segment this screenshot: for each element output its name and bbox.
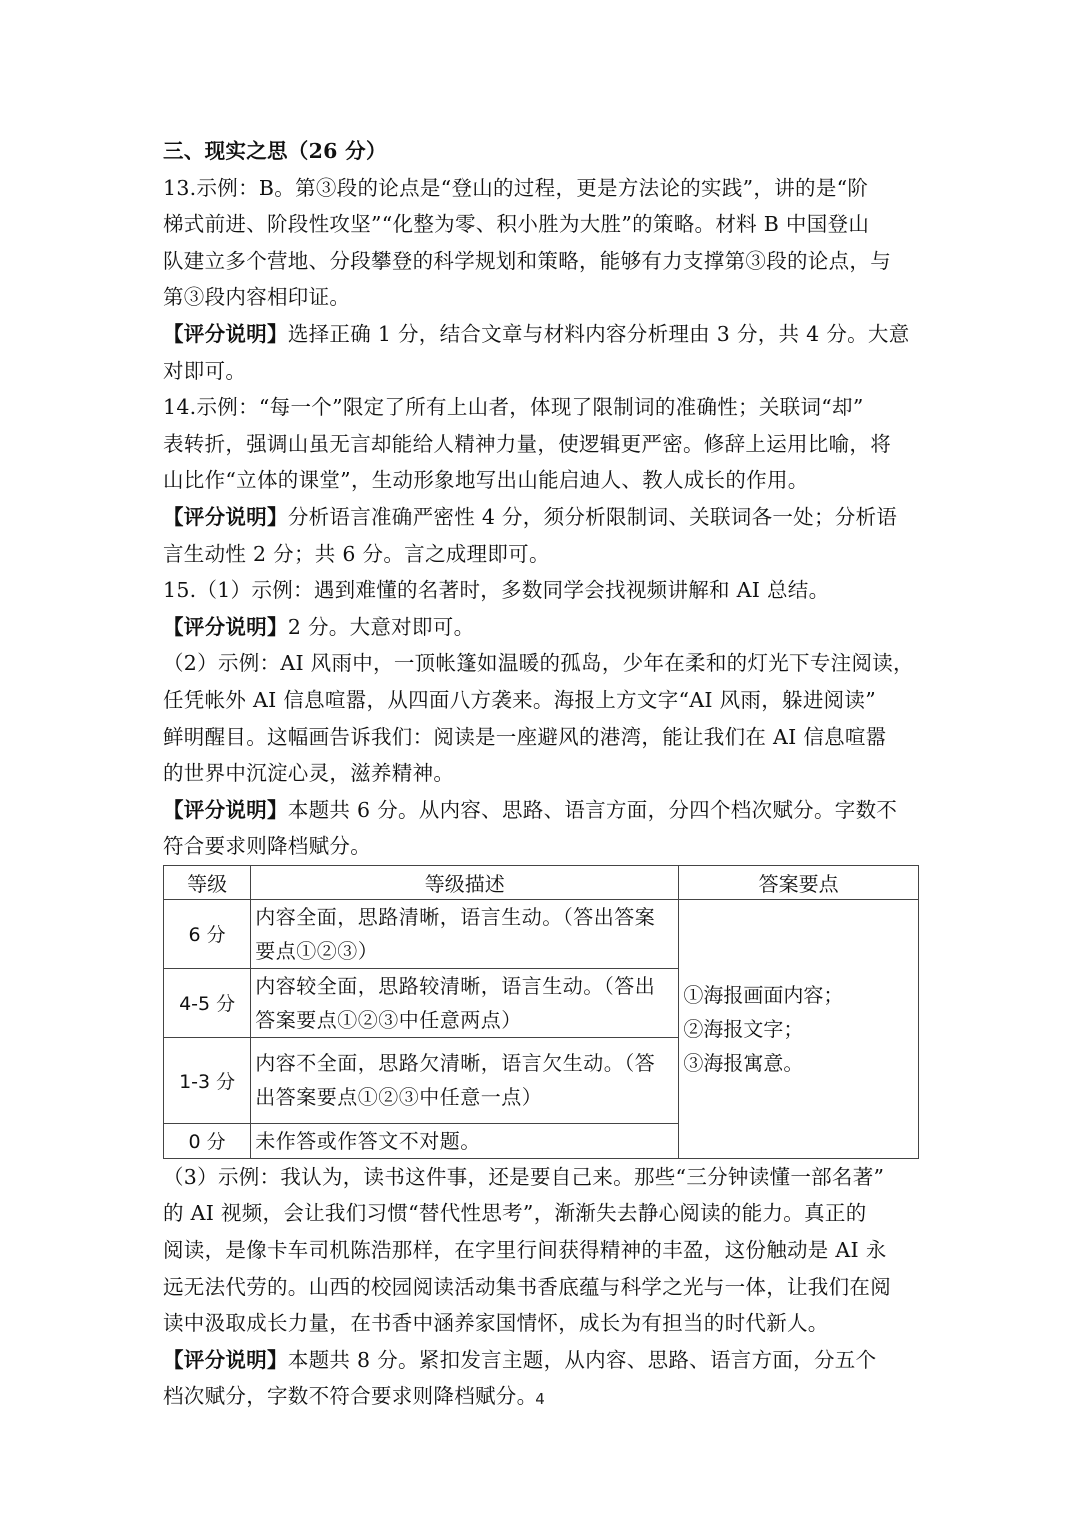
q15-part3-line: 的 AI 视频，会让我们习惯“替代性思考”，渐渐失去静心阅读的能力。真正的 bbox=[163, 1201, 867, 1226]
grade-level: 4-5 分 bbox=[164, 968, 251, 1037]
q15-part2-line: 的世界中沉淀心灵，滋养精神。 bbox=[163, 761, 455, 786]
q15-part3-line: （3）示例：我认为，读书这件事，还是要自己来。那些“三分钟读懂一部名著” bbox=[163, 1164, 885, 1189]
q13-line: 13.示例：B。第③段的论点是“登山的过程，更是方法论的实践”，讲的是“阶 bbox=[163, 175, 869, 200]
rubric-tag: 【评分说明】 bbox=[163, 1347, 288, 1372]
q13-line: 梯式前进、阶段性攻坚”“化整为零、积小胜为大胜”的策略。材料 B 中国登山 bbox=[163, 212, 870, 237]
q13-line: 第③段内容相印证。 bbox=[163, 285, 351, 310]
q15-part3-rubric-line: 档次赋分，字数不符合要求则降档赋分。 bbox=[163, 1384, 538, 1409]
rubric-tag: 【评分说明】 bbox=[163, 321, 288, 346]
grade-description: 未作答或作答文不对题。 bbox=[251, 1123, 679, 1158]
rubric-text: 2 分。大意对即可。 bbox=[287, 614, 475, 639]
q13-rubric-line: 对即可。 bbox=[163, 358, 247, 383]
key-points-cell bbox=[679, 899, 919, 1158]
table-header: 等级 bbox=[164, 865, 251, 899]
q15-part2-rubric-line: 符合要求则降档赋分。 bbox=[163, 834, 371, 859]
q15-part3-rubric bbox=[163, 1342, 920, 1379]
q15-part2-rubric bbox=[163, 792, 920, 829]
grade-level: 1-3 分 bbox=[164, 1037, 251, 1123]
rubric-text: 本题共 6 分。从内容、思路、语言方面，分四个档次赋分。字数不 bbox=[287, 797, 898, 822]
q13-answer bbox=[163, 170, 920, 390]
q14-rubric-line: 言生动性 2 分；共 6 分。言之成理即可。 bbox=[163, 541, 550, 566]
q15-part3-line: 远无法代劳的。山西的校园阅读活动集书香底蕴与科学之光与一体，让我们在阅 bbox=[163, 1274, 891, 1299]
section-title: 三、现实之思（26 分） bbox=[163, 139, 387, 163]
rubric-text: 分析语言准确严密性 4 分，须分析限制词、关联词各一处；分析语 bbox=[287, 504, 898, 529]
q14-line: 山比作“立体的课堂”，生动形象地写出山能启迪人、教人成长的作用。 bbox=[163, 468, 809, 493]
rubric-tag: 【评分说明】 bbox=[163, 614, 288, 639]
q14-answer bbox=[163, 389, 920, 572]
q15-part1-rubric bbox=[163, 609, 920, 646]
rubric-text: 本题共 8 分。紧扣发言主题，从内容、思路、语言方面，分五个 bbox=[287, 1347, 877, 1372]
grade-level: 0 分 bbox=[164, 1123, 251, 1158]
q15-part1: 15.（1）示例：遇到难懂的名著时，多数同学会找视频讲解和 AI 总结。 bbox=[163, 578, 830, 603]
grading-table bbox=[163, 865, 919, 1159]
q13-line: 队建立多个营地、分段攀登的科学规划和策略，能够有力支撑第③段的论点，与 bbox=[163, 248, 891, 273]
table-row bbox=[164, 899, 919, 968]
q14-line: 14.示例：“每一个”限定了所有上山者，体现了限制词的准确性；关联词“却” bbox=[163, 395, 864, 420]
q15-part3-line: 读中汲取成长力量，在书香中涵养家国情怀，成长为有担当的时代新人。 bbox=[163, 1311, 829, 1336]
rubric-tag: 【评分说明】 bbox=[163, 797, 288, 822]
q14-line: 表转折，强调山虽无言却能给人精神力量，使逻辑更严密。修辞上运用比喻，将 bbox=[163, 431, 891, 456]
grade-description: 内容不全面，思路欠清晰，语言欠生动。（答出答案要点①②③中任意一点） bbox=[251, 1037, 679, 1123]
table-header: 等级描述 bbox=[251, 865, 679, 899]
key-point: ③海报寓意。 bbox=[683, 1050, 804, 1075]
key-point: ②海报文字； bbox=[683, 1016, 804, 1041]
q15-part3-line: 阅读，是像卡车司机陈浩那样，在字里行间获得精神的丰盈，这份触动是 AI 永 bbox=[163, 1238, 887, 1263]
grade-description: 内容全面，思路清晰，语言生动。（答出答案要点①②③） bbox=[251, 899, 679, 968]
q15-part2-line: 鲜明醒目。这幅画告诉我们：阅读是一座避风的港湾，能让我们在 AI 信息喧嚣 bbox=[163, 724, 887, 749]
q15-part2-line: 任凭帐外 AI 信息喧嚣，从四面八方袭来。海报上方文字“AI 风雨，躲进阅读” bbox=[163, 687, 877, 712]
key-point: ①海报画面内容； bbox=[683, 982, 844, 1007]
grade-description: 内容较全面，思路较清晰，语言生动。（答出答案要点①②③中任意两点） bbox=[251, 968, 679, 1037]
q15-part2-line: （2）示例：AI 风雨中，一顶帐篷如温暖的孤岛，少年在柔和的灯光下专注阅读， bbox=[163, 651, 914, 676]
rubric-text: 选择正确 1 分，结合文章与材料内容分析理由 3 分，共 4 分。大意 bbox=[287, 321, 910, 346]
table-header-row bbox=[164, 865, 919, 899]
q14-rubric bbox=[163, 499, 920, 536]
page-number: 4 bbox=[535, 1390, 545, 1408]
q13-rubric bbox=[163, 316, 920, 353]
rubric-tag: 【评分说明】 bbox=[163, 504, 288, 529]
grade-level: 6 分 bbox=[164, 899, 251, 968]
answer-content bbox=[163, 133, 920, 1415]
table-header: 答案要点 bbox=[679, 865, 919, 899]
q15-answer bbox=[163, 572, 920, 1415]
